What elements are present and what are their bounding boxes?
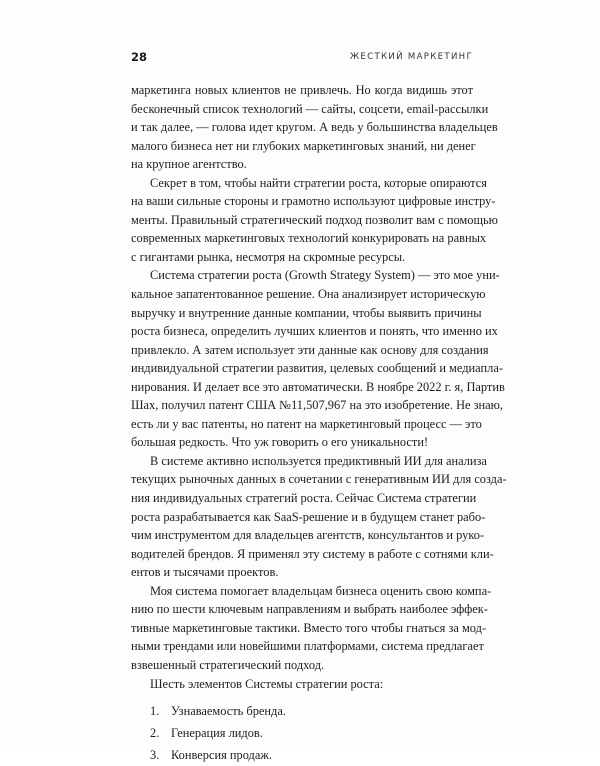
text-line: большая редкость. Что уж говорить о его уникальности! xyxy=(131,435,429,450)
text-line: малого бизнеса нет ни глубоких маркетинговых знаний, ни денег xyxy=(131,138,476,153)
text-line: Система стратегии роста (Growth Strategy System) — это мое уни- xyxy=(150,268,500,283)
text-line: роста бизнеса, определить лучших клиентов и понять, что именно их xyxy=(131,324,498,339)
list-item-text: Конверсия продаж. xyxy=(171,748,272,763)
text-line: бесконечный список технологий — сайты, соцсети, email-рассылки xyxy=(131,101,489,116)
text-line: есть ли у вас патенты, но патент на маркетинговый процесс — это xyxy=(131,416,482,431)
text-line: ния индивидуальных стратегий роста. Сейчас Система стратегии xyxy=(131,491,477,506)
text-line: Шесть элементов Системы стратегии роста: xyxy=(150,676,384,691)
body-text xyxy=(131,81,507,766)
spacer xyxy=(131,693,473,700)
text-line: маркетинга новых клиентов не привлечь. Но когда видишь этот xyxy=(131,83,473,97)
numbered-list xyxy=(131,700,473,766)
list-item xyxy=(131,700,473,722)
section-title: ЖЕСТКИЙ МАРКЕТИНГ xyxy=(349,52,473,62)
text-line: ентов и тысячами проектов. xyxy=(131,565,279,580)
text-line: кальное запатентованное решение. Она анализирует историческую xyxy=(131,287,486,302)
text-line: с гигантами рынка, несмотря на скромные ресурсы. xyxy=(131,249,406,264)
text-line: В системе активно используется предиктивный ИИ для анализа xyxy=(150,453,487,468)
paragraph xyxy=(131,174,498,267)
paragraph xyxy=(131,675,473,694)
text-line: менты. Правильный стратегический подход позволит вам с помощью xyxy=(131,212,498,227)
text-line: Моя система помогает владельцам бизнеса оценить свою компа- xyxy=(150,583,492,598)
text-line: выручку и внутренние данные компании, чтобы выявить причины xyxy=(131,305,482,320)
paragraph xyxy=(131,81,498,174)
text-line: ными трендами или новейшими платформами, система предлагает xyxy=(131,639,484,654)
text-line: нию по шести ключевым направлениям и выбрать наиболее эффек- xyxy=(131,602,488,617)
paragraph xyxy=(131,266,505,451)
text-line: на крупное агентство. xyxy=(131,157,247,172)
list-item xyxy=(131,744,473,766)
list-item xyxy=(131,722,473,744)
text-line: нирования. И делает все это автоматически. В ноябре 2022 г. я, Партив xyxy=(131,379,505,394)
text-line: индивидуальной стратегии развития, целевых сообщений и медиапла- xyxy=(131,361,503,376)
list-number: 3. xyxy=(150,748,160,763)
text-line: взвешенный стратегический подход. xyxy=(131,657,325,672)
text-line: тивные маркетинговые тактики. Вместо того чтобы гнаться за мод- xyxy=(131,620,487,635)
text-line: водителей брендов. Я применял эту систему в работе с сотнями кли- xyxy=(131,546,494,561)
text-line: текущих рыночных данных в сочетании с генеративным ИИ для созда- xyxy=(131,472,507,487)
running-header xyxy=(131,50,473,64)
paragraph xyxy=(131,582,492,675)
text-line: и так далее, — голова идет кругом. А ведь у большинства владельцев xyxy=(131,120,498,135)
text-line: чим инструментом для владельцев агентств, консультантов и руко- xyxy=(131,528,485,543)
text-line: современных маркетинговых технологий конкурировать на равных xyxy=(131,231,487,246)
page-number: 28 xyxy=(131,50,148,64)
list-item-text: Генерация лидов. xyxy=(171,726,263,741)
text-line: Шах, получил патент США №11,507,967 на это изобретение. Не знаю, xyxy=(131,398,504,413)
text-line: роста разрабатывается как SaaS-решение и в будущем станет рабо- xyxy=(131,509,486,524)
paragraph xyxy=(131,452,507,582)
list-item-text: Узнаваемость бренда. xyxy=(171,704,286,719)
text-line: привлекло. А затем использует эти данные как основу для создания xyxy=(131,342,489,357)
list-number: 1. xyxy=(150,704,160,719)
list-number: 2. xyxy=(150,726,160,741)
text-line: на ваши сильные стороны и грамотно используют цифровые инстру- xyxy=(131,194,496,209)
text-line: Секрет в том, чтобы найти стратегии роста, которые опираются xyxy=(150,175,487,190)
